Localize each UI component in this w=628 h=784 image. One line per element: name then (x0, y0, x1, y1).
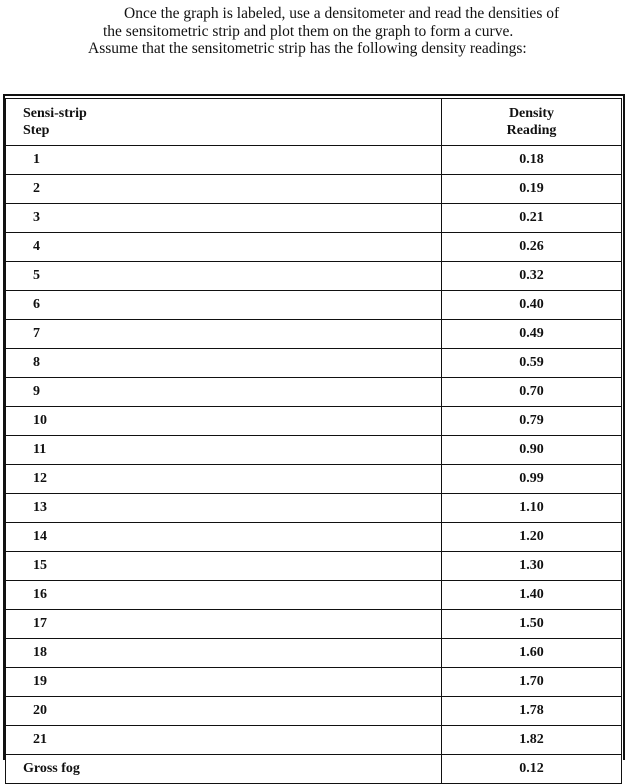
table-row (6, 639, 622, 668)
step-cell: 12 (6, 465, 442, 494)
step-cell: 7 (6, 320, 442, 349)
header-text: Reading (506, 123, 557, 138)
table-row (6, 436, 622, 465)
header-text: Density (508, 106, 555, 121)
density-cell: 0.26 (442, 233, 622, 262)
density-cell: 0.90 (442, 436, 622, 465)
density-cell: 1.60 (442, 639, 622, 668)
density-cell: 1.30 (442, 552, 622, 581)
step-cell: 15 (6, 552, 442, 581)
step-cell: 10 (6, 407, 442, 436)
intro-paragraph (0, 5, 628, 58)
table-row (6, 581, 622, 610)
table-row (6, 204, 622, 233)
intro-line: Once the graph is labeled, use a densitometer and read the densities of (124, 5, 560, 22)
table-row (6, 262, 622, 291)
step-cell: 18 (6, 639, 442, 668)
density-cell: 0.21 (442, 204, 622, 233)
intro-line: Assume that the sensitometric strip has the following density readings: (88, 40, 527, 57)
table-header-row (6, 99, 622, 146)
step-cell: 13 (6, 494, 442, 523)
step-cell: 2 (6, 175, 442, 204)
density-cell: 0.40 (442, 291, 622, 320)
density-cell: 0.32 (442, 262, 622, 291)
step-cell: 11 (6, 436, 442, 465)
density-cell: 0.19 (442, 175, 622, 204)
step-cell: 16 (6, 581, 442, 610)
step-cell: 14 (6, 523, 442, 552)
density-cell: 1.20 (442, 523, 622, 552)
density-cell: 1.10 (442, 494, 622, 523)
density-cell: 0.99 (442, 465, 622, 494)
density-cell: 1.82 (442, 726, 622, 755)
header-text: Step (23, 123, 50, 138)
table-row (6, 407, 622, 436)
step-cell: 3 (6, 204, 442, 233)
density-cell: 0.49 (442, 320, 622, 349)
step-cell: 21 (6, 726, 442, 755)
table-row (6, 610, 622, 639)
table-row (6, 494, 622, 523)
step-cell: 17 (6, 610, 442, 639)
density-cell: 1.70 (442, 668, 622, 697)
step-cell-gross-fog: Gross fog (6, 755, 442, 784)
step-cell: 20 (6, 697, 442, 726)
table-row (6, 320, 622, 349)
density-cell: 0.79 (442, 407, 622, 436)
density-cell: 0.12 (442, 755, 622, 784)
intro-line: the sensitometric strip and plot them on the graph to form a curve. (103, 22, 514, 40)
step-cell: 19 (6, 668, 442, 697)
table-row (6, 668, 622, 697)
table-row (6, 523, 622, 552)
table-row (6, 291, 622, 320)
header-text: Sensi-strip (23, 106, 87, 121)
step-cell: 6 (6, 291, 442, 320)
step-cell: 4 (6, 233, 442, 262)
table-row (6, 697, 622, 726)
density-cell: 0.59 (442, 349, 622, 378)
density-cell: 0.70 (442, 378, 622, 407)
table-row (6, 233, 622, 262)
table-row (6, 146, 622, 175)
density-cell: 1.78 (442, 697, 622, 726)
density-cell: 1.50 (442, 610, 622, 639)
density-readings-table (5, 98, 622, 784)
table-row (6, 378, 622, 407)
table-row (6, 552, 622, 581)
table-row-gross-fog (6, 755, 622, 784)
table-row (6, 175, 622, 204)
density-cell: 0.18 (442, 146, 622, 175)
table-row (6, 465, 622, 494)
step-cell: 5 (6, 262, 442, 291)
step-cell: 8 (6, 349, 442, 378)
step-cell: 9 (6, 378, 442, 407)
column-header-step (6, 99, 442, 146)
density-cell: 1.40 (442, 581, 622, 610)
table-row (6, 349, 622, 378)
step-cell: 1 (6, 146, 442, 175)
table-row (6, 726, 622, 755)
column-header-density (442, 99, 622, 146)
